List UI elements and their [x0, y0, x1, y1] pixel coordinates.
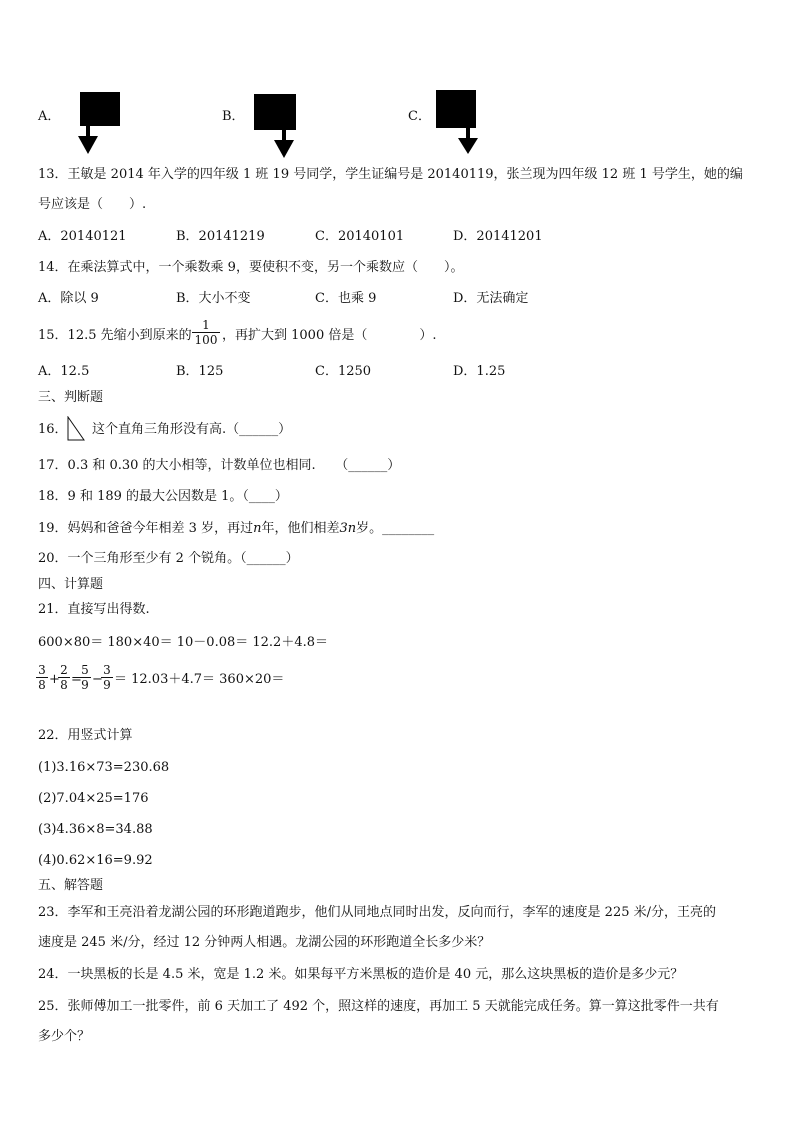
variable-3n: 3n [339, 521, 357, 536]
question-25-line2: 多少个？ [38, 1029, 91, 1044]
fraction-denominator: 8 [38, 678, 46, 692]
section-3-heading: 三、判断题 [38, 390, 104, 405]
fraction-denominator: 9 [103, 678, 111, 692]
fraction-3-9 [101, 663, 113, 692]
question-21-stem: 21．直接写出得数. [38, 602, 150, 617]
shape-figure-b [252, 94, 300, 158]
q14-option-a: A．除以 9 [38, 291, 99, 306]
shape-figure-c [434, 90, 484, 154]
q14-option-d: D．无法确定 [453, 291, 529, 306]
question-16-number: 16． [38, 422, 68, 437]
question-18: 18．9 和 189 的最大公因数是 1。（____） [38, 489, 288, 504]
fraction-denominator: 9 [81, 678, 89, 692]
question-22-item: (2)7.04×25=176 [38, 791, 149, 806]
fraction-3-8 [36, 663, 48, 692]
q15-option-c: C．1250 [315, 364, 372, 379]
question-21-row2-rest: ＝ 12.03＋4.7＝ 360×20＝ [114, 672, 285, 687]
question-22-item: (3)4.36×8=34.88 [38, 822, 153, 837]
question-19-post: 岁。________ [356, 521, 435, 536]
fraction-numerator: 3 [101, 663, 113, 678]
q14-option-c: C．也乘 9 [315, 291, 377, 306]
section-4-heading: 四、计算题 [38, 577, 104, 592]
question-25-line1: 25．张师傅加工一批零件，前 6 天加工了 492 个，照这样的速度，再加工 5 天就能完成任务。算一算这批零件一共有 [38, 999, 719, 1014]
plus-sign: + [49, 672, 60, 687]
fraction-denominator: 100 [194, 333, 218, 347]
option-a-label: A． [38, 109, 61, 124]
question-20: 20．一个三角形至少有 2 个锐角。（______） [38, 551, 299, 566]
equals-sign: = [71, 672, 82, 687]
shape-figure-a [76, 92, 122, 154]
fraction-numerator: 3 [36, 663, 48, 678]
question-19 [38, 520, 434, 538]
question-13-line1: 13．王敏是 2014 年入学的四年级 1 班 19 号同学，学生证编号是 20140119，张兰现为四年级 12 班 1 号学生，她的编 [38, 167, 743, 182]
variable-n: n [253, 521, 262, 536]
question-16-text: 这个直角三角形没有高.（______） [92, 422, 292, 437]
q15-option-b: B．125 [176, 364, 224, 379]
minus-sign: − [92, 672, 103, 687]
question-22-item: (4)0.62×16=9.92 [38, 853, 153, 868]
fraction-numerator: 2 [58, 663, 70, 678]
q15-option-a: A．12.5 [38, 364, 90, 379]
question-14-stem: 14．在乘法算式中，一个乘数乘 9，要使积不变，另一个乘数应（ ）。 [38, 260, 464, 275]
fraction-denominator: 8 [60, 678, 68, 692]
question-17: 17．0.3 和 0.30 的大小相等，计数单位也相同. （______） [38, 458, 401, 473]
question-15-post: ，再扩大到 1000 倍是（ ）. [222, 328, 437, 343]
q13-option-d: D．20141201 [453, 229, 543, 244]
question-15-pre: 15．12.5 先缩小到原来的 [38, 328, 192, 343]
option-b-label: B． [222, 109, 245, 124]
question-21-row1: 600×80＝ 180×40＝ 10－0.08＝ 12.2＋4.8＝ [38, 635, 328, 650]
question-22-item: (1)3.16×73=230.68 [38, 760, 170, 775]
question-24: 24．一块黑板的长是 4.5 米，宽是 1.2 米。如果每平方米黑板的造价是 40 元，那么这块黑板的造价是多少元？ [38, 967, 684, 982]
q13-option-b: B．20141219 [176, 229, 265, 244]
option-c-label: C． [408, 109, 431, 124]
q13-option-c: C．20140101 [315, 229, 405, 244]
right-triangle-figure [66, 416, 86, 442]
question-15-fraction [192, 318, 220, 347]
question-19-pre: 19．妈妈和爸爸今年相差 3 岁，再过 [38, 521, 254, 536]
question-23-line1: 23．李军和王亮沿着龙湖公园的环形跑道跑步，他们从同地点同时出发，反向而行，李军的速度是 225 米/分，王亮的 [38, 905, 717, 920]
fraction-numerator: 1 [192, 318, 220, 333]
q15-option-d: D．1.25 [453, 364, 506, 379]
question-23-line2: 速度是 245 米/分，经过 12 分钟两人相遇。龙湖公园的环形跑道全长多少米？ [38, 935, 491, 950]
question-13-line2: 号应该是（ ）. [38, 197, 147, 212]
question-22-stem: 22．用竖式计算 [38, 728, 133, 743]
q14-option-b: B．大小不变 [176, 291, 251, 306]
fraction-numerator: 5 [79, 663, 91, 678]
fraction-2-8 [58, 663, 70, 692]
question-19-mid: 年，他们相差 [261, 521, 340, 536]
q13-option-a: A．20140121 [38, 229, 127, 244]
section-5-heading: 五、解答题 [38, 878, 104, 893]
fraction-5-9 [79, 663, 91, 692]
